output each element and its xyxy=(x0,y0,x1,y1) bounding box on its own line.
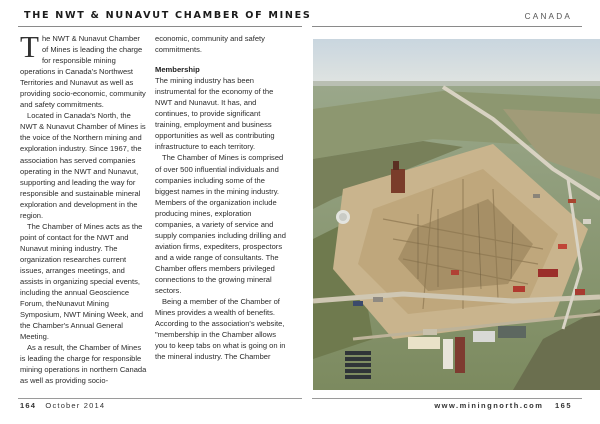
drop-cap: T xyxy=(20,29,39,64)
page-title: THE NWT & NUNAVUT CHAMBER OF MINES xyxy=(24,10,312,21)
footer-divider-left xyxy=(18,398,302,399)
article-column-2 xyxy=(155,33,287,362)
footer-right xyxy=(434,401,572,413)
page-number: 165 xyxy=(554,401,572,410)
website-link[interactable]: www.miningnorth.com xyxy=(434,401,544,410)
article-paragraph: economic, community and safety commitments. xyxy=(155,34,265,55)
article-paragraph xyxy=(20,29,148,110)
header-divider-left xyxy=(18,26,302,27)
paragraph-text: he NWT & Nunavut Chamber of Mines is leading the charge for responsible mining operations in Canada's Northwest Territories and Nunavut as well as providing socio-economic, community and safety commitments. xyxy=(20,34,146,110)
section-heading: Membership xyxy=(155,65,200,75)
article-paragraph: Located in Canada's North, the NWT & Nunavut Chamber of Mines is the voice of the Northern mining and exploration industry. Since 1967, the association has served companies operating in the NWT and Nunavut, supporting and leading the way for responsible and sustainable mineral exploration and development in the region. xyxy=(20,111,146,220)
article-paragraph: The Chamber of Mines acts as the point of contact for the NWT and Nunavut mining industry. The organization researches current issues, arranges meetings, and assists in organizing special events, including the annual Geoscience Forum, theNunavut Mining Symposium, NWT Mining Week, and the Chamber's Annual General Meeting. xyxy=(20,221,144,342)
header-divider-right xyxy=(312,26,582,27)
issue-date: October 2014 xyxy=(45,401,106,410)
article-paragraph: The Chamber of Mines is comprised of over 500 influential individuals and companies including some of the biggest names in the mining industry. Members of the organization include producing mines, exploration companies, a variety of service and supply companies including drilling and aviation firms, expediters, prospectors and a wide range of consultants. The Chamber offers members privileged connections to the growing mineral sectors. xyxy=(155,153,286,296)
article-paragraph: Being a member of the Chamber of Mines provides a wealth of benefits. According to the association's website, "membership in the Chamber allows you to keep tabs on what is going on in the mineral industry. The Chamber xyxy=(155,297,286,362)
section-label: CANADA xyxy=(524,12,572,21)
article-paragraph: The mining industry has been instrumental for the economy of the NWT and Nunavut. It has, and continues, to provide significant training, employment and business opportunities as well as contributing infrastructure to each territory. xyxy=(155,76,275,152)
aerial-construction-site-photo xyxy=(313,39,600,390)
footer-left xyxy=(20,401,105,413)
article-column-1 xyxy=(20,29,148,387)
footer-divider-right xyxy=(312,398,582,399)
article-paragraph: As a result, the Chamber of Mines is leading the charge for responsible mining operations in northern Canada as well as providing socio- xyxy=(20,343,147,386)
page-number: 164 xyxy=(20,401,37,410)
page-header xyxy=(0,0,600,30)
